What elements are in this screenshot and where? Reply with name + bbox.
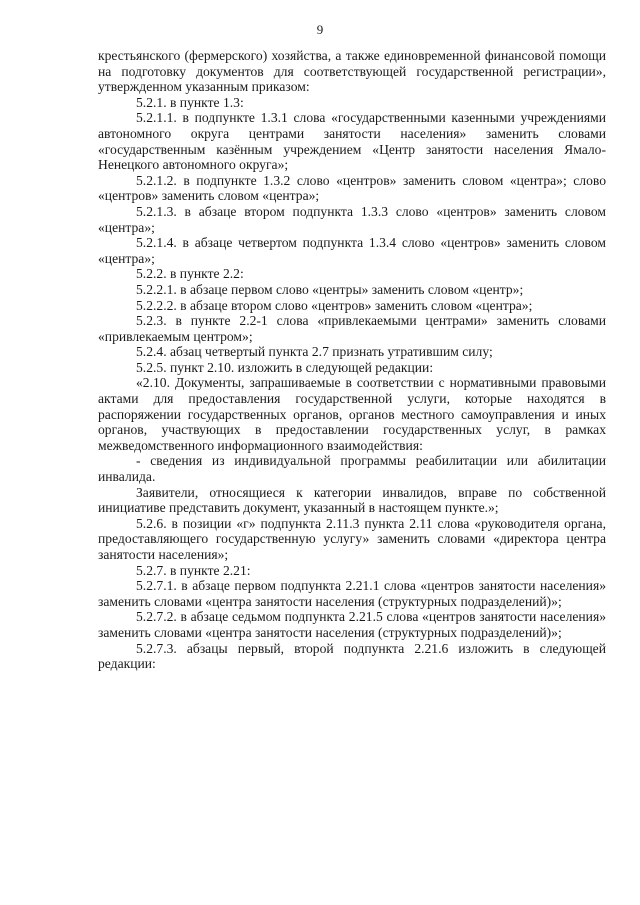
paragraph: - сведения из индивидуальной программы реабилитации или абилитации инвалида. [98,453,606,485]
paragraph: 5.2.2.2. в абзаце втором слово «центров» заменить словом «центра»; [136,297,533,313]
paragraph: 5.2.6. в позиции «г» подпункта 2.11.3 пункта 2.11 слова «руководителя органа, предоставляющего государственную услугу» заменить словами «директора центра занятости населения»; [98,515,606,562]
paragraph: 5.2.7. в пункте 2.21: [136,562,251,578]
paragraph: 5.2.1.3. в абзаце втором подпункта 1.3.3 слово «центров» заменить словом «центра»; [98,203,606,235]
paragraph: 5.2.1. в пункте 1.3: [136,94,244,110]
paragraph: «2.10. Документы, запрашиваемые в соответствии с нормативными правовыми актами для предоставления государственной услуги, которые находятся в распоряжении государственных органов, органов местного самоуправления и иных органов, участвующих в предоставлении государственных услуг, в рамках межведомственного информационного взаимодействия: [98,375,606,453]
paragraph: 5.2.1.1. в подпункте 1.3.1 слова «государственными казенными учреждениями автономного округа центрами занятости населения» заменить словами «государственным казённым учреждением «Центр занятости населения Ямало-Ненецкого автономного округа»; [98,110,606,173]
paragraph: крестьянского (фермерского) хозяйства, а также единовременной финансовой помощи на подготовку документов для соответствующей государственной регистрации», утвержденном указанным приказом: [98,48,606,95]
document-body [98,48,606,672]
paragraph: 5.2.2.1. в абзаце первом слово «центры» заменить словом «центр»; [136,281,524,297]
paragraph: 5.2.4. абзац четвертый пункта 2.7 признать утратившим силу; [136,344,493,360]
paragraph: 5.2.5. пункт 2.10. изложить в следующей редакции: [136,359,434,375]
paragraph: 5.2.7.3. абзацы первый, второй подпункта 2.21.6 изложить в следующей редакции: [98,640,606,672]
paragraph: 5.2.1.4. в абзаце четвертом подпункта 1.3.4 слово «центров» заменить словом «центра»; [98,235,606,266]
paragraph: 5.2.7.1. в абзаце первом подпункта 2.21.1 слова «центров занятости населения» заменить словами «центра занятости населения (структурных подразделений)»; [98,578,606,609]
page-number: 9 [316,22,324,37]
paragraph: Заявители, относящиеся к категории инвалидов, вправе по собственной инициативе представить документ, указанный в настоящем пункте.»; [98,484,606,516]
paragraph: 5.2.2. в пункте 2.2: [136,266,244,282]
paragraph: 5.2.3. в пункте 2.2-1 слова «привлекаемыми центрами» заменить словами «привлекаемым центром»; [98,313,606,344]
paragraph: 5.2.7.2. в абзаце седьмом подпункта 2.21.5 слова «центров занятости населения» заменить словами «центра занятости населения (структурных подразделений)»; [98,609,606,640]
paragraph: 5.2.1.2. в подпункте 1.3.2 слово «центров» заменить словом «центра»; слово «центров» заменить словом «центра»; [98,172,606,204]
